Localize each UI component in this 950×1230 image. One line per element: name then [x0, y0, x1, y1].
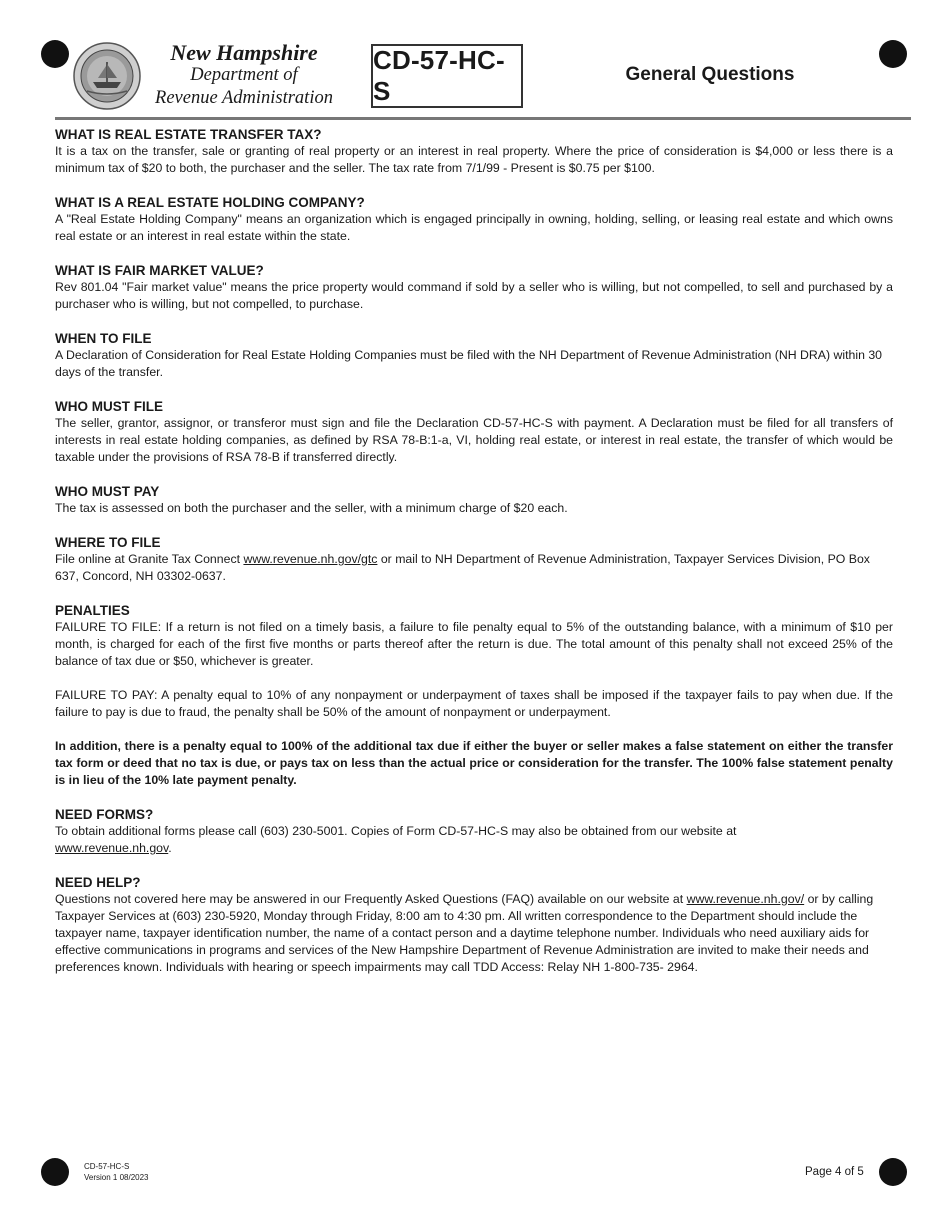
- agency-dept-line1: Department of: [190, 65, 298, 85]
- agency-name: [140, 41, 348, 110]
- section-body: [55, 823, 893, 857]
- state-seal-icon: [73, 42, 141, 110]
- agency-state: New Hampshire: [170, 40, 318, 65]
- section-heading: WHAT IS A REAL ESTATE HOLDING COMPANY?: [55, 195, 365, 210]
- section-body: [55, 891, 893, 976]
- section-penalties: [55, 602, 893, 789]
- header-divider: [55, 117, 911, 120]
- failure-to-file-text: FAILURE TO FILE: If a return is not filed on a timely basis, a failure to file penalty equal to 5% of the outstanding balance, with a minimum of $10 per month, is charged for each of the first five months or parts thereof after the return is due. The total amount of this penalty shall not exceed 25% of the balance of tax due or $50, whichever is greater.: [55, 620, 893, 668]
- section-body: It is a tax on the transfer, sale or granting of real property or an interest in real property. Where the price of consideration is $4,000 or less there is a minimum tax of $20 to both, the purchaser and the seller. The tax rate from 7/1/99 - Present is $0.75 per $100.: [55, 144, 893, 175]
- failure-to-pay-text: FAILURE TO PAY: A penalty equal to 10% of any nonpayment or underpayment of taxes shall be imposed if the taxpayer fails to pay when due. If the failure to pay is due to fraud, the penalty shall be 50% of the amount of nonpayment or underpayment.: [55, 688, 893, 719]
- body-text: or mail to NH Department of Revenue Administration, Taxpayer Services Division, PO Box 637, Concord, NH 03302-0637.: [55, 552, 870, 583]
- document-body: [55, 126, 893, 993]
- registration-dot-top-right: [879, 40, 907, 68]
- section-body: The tax is assessed on both the purchaser and the seller, with a minimum charge of $20 each.: [55, 501, 568, 515]
- section-heading: WHAT IS FAIR MARKET VALUE?: [55, 263, 264, 278]
- website-link[interactable]: www.revenue.nh.gov: [55, 841, 169, 855]
- registration-dot-bottom-left: [41, 1158, 69, 1186]
- false-statement-penalty-text: In addition, there is a penalty equal to 100% of the additional tax due if either the buyer or seller makes a false statement on either the transfer tax form or deed that no tax is due, or pays tax on less than the actual price or consideration for the transfer. The 100% false statement penalty is in lieu of the 10% late payment penalty.: [55, 739, 893, 787]
- section-who-must-file: [55, 398, 893, 466]
- section-heading: WHO MUST FILE: [55, 399, 163, 414]
- section-heading: NEED FORMS?: [55, 807, 154, 822]
- footer-version: Version 1 08/2023: [84, 1173, 149, 1182]
- section-fair-market-value: [55, 262, 893, 313]
- footer-form-info: [84, 1161, 149, 1183]
- page-title: General Questions: [625, 64, 795, 85]
- section-where-to-file: [55, 534, 893, 585]
- section-transfer-tax: [55, 126, 893, 177]
- gtc-link[interactable]: www.revenue.nh.gov/gtc: [243, 552, 378, 566]
- form-id: CD-57-HC-S: [373, 45, 505, 106]
- registration-dot-top-left: [41, 40, 69, 68]
- section-heading: WHERE TO FILE: [55, 535, 161, 550]
- section-holding-company: [55, 194, 893, 245]
- form-id-box: [371, 44, 523, 108]
- section-heading: NEED HELP?: [55, 875, 141, 890]
- body-text: .: [168, 841, 172, 855]
- footer-form-id: CD-57-HC-S: [84, 1162, 130, 1171]
- section-heading: PENALTIES: [55, 603, 130, 618]
- page-number: Page 4 of 5: [805, 1166, 864, 1178]
- section-when-to-file: [55, 330, 893, 381]
- registration-dot-bottom-right: [879, 1158, 907, 1186]
- section-who-must-pay: [55, 483, 893, 517]
- body-text: Questions not covered here may be answered in our Frequently Asked Questions (FAQ) available on our website at: [55, 892, 687, 906]
- section-body: [55, 551, 893, 585]
- faq-link[interactable]: www.revenue.nh.gov/: [686, 892, 805, 906]
- body-text: or by calling Taxpayer Services at (603) 230-5920, Monday through Friday, 8:00 am to 4:30 pm. All written correspondence to the Department should include the taxpayer name, taxpayer identification number, the name of a contact person and a daytime telephone number. Individuals who need auxiliary aids for effective communications in programs and services of the New Hampshire Department of Revenue Administration are invited to make their needs and preferences known. Individuals with hearing or speech impairments may call TDD Access: Relay NH 1-800-735- 2964.: [55, 892, 874, 974]
- section-body: The seller, grantor, assignor, or transferor must sign and file the Declaration CD-57-HC-S with payment. A Declaration must be filed for all transfers of interests in real estate holding companies, as defined by RSA 78-B:1-a, VI, holding real estate, or interest in real estate, the transfer of which would be taxable under the provisions of RSA 78-B if transferred directly.: [55, 416, 893, 464]
- body-text: File online at Granite Tax Connect: [55, 552, 244, 566]
- section-heading: WHAT IS REAL ESTATE TRANSFER TAX?: [55, 127, 322, 142]
- section-body: Rev 801.04 "Fair market value" means the price property would command if sold by a seller who is willing, but not compelled, to sell and purchased by a purchaser who is willing, but not compelled, to purchase.: [55, 280, 893, 311]
- section-body: A Declaration of Consideration for Real Estate Holding Companies must be filed with the NH Department of Revenue Administration (NH DRA) within 30 days of the transfer.: [55, 348, 883, 379]
- section-heading: WHEN TO FILE: [55, 331, 152, 346]
- section-need-forms: [55, 806, 893, 857]
- section-heading: WHO MUST PAY: [55, 484, 160, 499]
- agency-dept-line2: Revenue Administration: [155, 88, 333, 108]
- section-body: A "Real Estate Holding Company" means an organization which is engaged principally in owning, holding, selling, or leasing real estate and which owns real estate or an interest in real estate within the state.: [55, 212, 893, 243]
- section-need-help: [55, 874, 893, 976]
- body-text: To obtain additional forms please call (603) 230-5001. Copies of Form CD-57-HC-S may also be obtained from our website at: [55, 824, 737, 838]
